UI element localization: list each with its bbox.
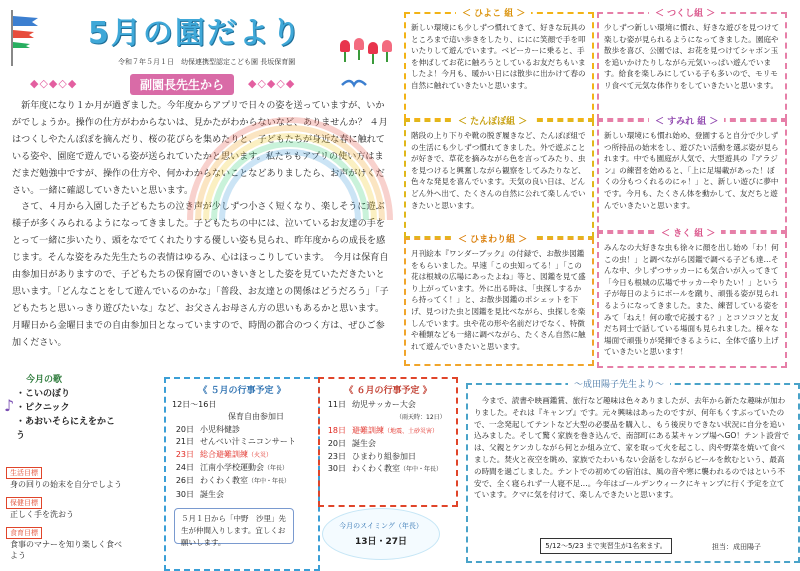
song-item-2: ・ピクニック [16, 403, 70, 413]
june-event-date: 30日 [327, 464, 346, 474]
monthly-song [6, 372, 116, 442]
teacher-column-text: 今まで、読書や映画鑑賞、旅行など趣味は色々ありましたが、去年から新たな趣味が加わりました。それは『キャンプ』です。元々興味はあったのですが、何年もくすぶっていたので、一念発起してテントなど大型の必要品を購入し、もう後戻りできない状況に自分を追い込みました。そして驚く家族を巻き込んで、南部町にある某キャンプ場へGO！テント設営では、父親とケンカしながら何とか組み立て、家を取って火を起こし、肉や野菜を焼いて食べました。焚火と夜空を眺め、家族でたわいもない会話をしながらビールを飲むという、最高の時間を過ごしました。テントでの初めての宿泊は、風の音や寒に襲われるのではという不安で、全く寝られず一人寝不足…。今年はゴールデンウィークにキャンプに行く予定を立てています。クマに気を付けて、楽しんできたいと思います。 [474, 396, 790, 500]
class-text-tsukushi: 少しずつ新しい環境に慣れ、好きな遊びを見つけて楽しむ姿が見られるようになってきました。園庭や散歩を喜び、公園では、お花を見つけてシャボン玉を追いかけたりしながら元気いっぱい遊んでいます。給食を楽しみにしている子も多いので、モリモリ食べて元気な体作りをしていきたいと思います。 [604, 23, 780, 90]
date-line: 令和７年５月１日 幼保連携型認定こども園 長坂保育園 [118, 58, 296, 66]
may-event-date: 26日 [175, 476, 194, 486]
class-text-sumire: 新しい環境にも慣れ始め、登園すると自分で少しずつ所持品の始末をし、遊びたい活動を選ぶ姿が見られます。中でも園庭が人気で、大型遊具の『アラジン』の練習を始めると、「上に足場載があった！ぼくの分もつくれるのにゃ！」と、新しい遊びに夢中です。今月も、たくさん体を動かして、友だちと遊んでいきたいと思います。 [604, 131, 779, 210]
page-title: 5月の園だより [88, 16, 303, 51]
notice-text: ５月１日から「中野 沙里」先生が仲間入りします。宜しくお願いします。 [181, 514, 286, 547]
tulip-decoration-icon [338, 38, 398, 68]
may-event-name: 江南小学校運動会 [200, 463, 264, 473]
swimming-schedule [322, 508, 440, 560]
class-box-himawari [404, 235, 594, 366]
new-teacher-notice [174, 508, 294, 547]
author-credit: 担当：成田陽子 [712, 543, 761, 551]
principal-paragraph-2: さて、４月から入園した子どもたちの泣き声が少しずつ小さく短くなり、楽しそうに遊ぶ様子が多くみられるようになってきました。子どもたちの中には、泣いているお友達の手をとって一緒に歩いたり、頭をなでてくれたりする優しい姿も見られ、昨年度からの成長を感じます。そんな姿をみた先生たちの表情はゆるみ、心はほっこりしています。 今月は保育自由参加日がありますので、子どもたちの保育園でのいきいきとした姿を見ていただきたいと思います。「どんなことをして遊んでいるのかな」「普段、お友達との関係はどうだろう」「子どもたちと思いっきり遊びたいな」など、お父さんお母さん方の思いもあるかと思います。月曜日から金曜日までの自由参加日となっていますので、時間の都合のつく方は、ぜひご参加ください。 [12, 202, 389, 348]
trainee-notice: 5/12～5/23 まで実習生が1名来ます。 [540, 538, 672, 554]
june-events-box [318, 377, 458, 507]
may-event-date: 21日 [175, 437, 194, 447]
song-item-3: ・あおいそらにえをかこう [16, 417, 116, 441]
class-title-hiyoko: ＜ ひよこ 組 ＞ [456, 6, 531, 19]
may-event-date: 30日 [175, 489, 194, 499]
diamonds-right: ◆◇◆◇◆ [248, 77, 296, 90]
class-title-himawari: ＜ ひまわり組 ＞ [452, 232, 533, 245]
swim-dates: 13日・27日 [354, 537, 408, 547]
class-text-himawari: 月刊絵本『ワンダーブック』の付録で、お散歩図鑑をもらいました。早速「この虫知ってる！」「この花は根城の広場にあったよね」等と、図鑑を見て盛り上がっています。外に出る時は、「虫探しするから持ってく！」と、お散歩図鑑のポシェットを下げ、見つけた虫と図鑑を見比べながら、虫探しを楽しんでいます。虫や花の形や名前だけでなく、特徴や種類なども一緒に調べながら、たくさん自然に触れて遊んでいきたいと思います。 [411, 249, 586, 351]
principal-heading-label: 副園長先生から [130, 74, 234, 95]
june-event-note: （年中・年長） [400, 466, 443, 474]
june-event-date: 23日 [327, 451, 346, 461]
may-event-note: （年中・年長） [248, 478, 291, 486]
may-event-name: 総合避難訓練 [200, 449, 248, 459]
goal-tag-health: 保健目標 [6, 497, 42, 509]
may-event-note: （年長） [264, 465, 289, 473]
goal-tag-food: 食育目標 [6, 527, 42, 539]
may-event-row [172, 436, 296, 448]
may-event-name: せんべい汁ミニコンサート [200, 437, 296, 447]
june-event-row [324, 425, 446, 438]
may-event-row [172, 449, 296, 462]
decoration-carp-icon [6, 8, 46, 68]
rainbow-decoration-icon [180, 110, 400, 224]
may-event-date: 23日 [175, 449, 194, 459]
music-note-icon: ♪ [4, 396, 15, 415]
june-event-date: 18日 [327, 425, 346, 435]
class-text-tanpopo: 階段の上り下りや靴の脱ぎ履きなど、たんぽぽ組での生活にも少しずつ慣れてきました。外で遊ぶことが好きで、草花を摘みながら色を言ってみたり、虫を見つけると興奮しながら観察をしてみたりなど、色々な発見を喜んでいます。天気の良い日は、どんどん外へ出て、たくさんの自然に公れて楽しんでいきたいと思います。 [411, 131, 586, 210]
goal-text-health: 正しく手を洗おう [10, 510, 74, 519]
may-event-row [172, 489, 296, 501]
may-event-name: 小児科健診 [200, 424, 240, 434]
may-event-note: （火災） [248, 451, 273, 459]
class-title-sumire: ＜ すみれ 組 ＞ [649, 114, 724, 127]
may-event-date: 12日～16日 [172, 400, 217, 409]
june-event-name: （雨天時：12日） [396, 414, 446, 422]
class-box-tanpopo [404, 117, 594, 238]
diamonds-left: ◆◇◆◇◆ [30, 77, 78, 90]
june-event-name: 避難訓練 [352, 425, 384, 435]
june-event-name: 誕生会 [352, 439, 376, 449]
class-box-tsukushi [597, 9, 787, 120]
may-events-heading: 《 ５月の行事予定 》 [198, 386, 286, 396]
goal-tag-life: 生活目標 [6, 467, 42, 479]
june-event-name: ひまわり組参加日 [352, 451, 416, 461]
june-event-date: 20日 [327, 439, 346, 449]
goals-list [6, 460, 124, 561]
may-event-date: 24日 [175, 463, 194, 473]
may-event-row [172, 411, 296, 423]
swim-title: 今月のスイミング（年長） [339, 522, 423, 530]
june-events-heading: 《 ６月の行事予定 》 [344, 386, 432, 396]
may-event-row [172, 462, 296, 475]
bird-icon [340, 76, 368, 95]
class-text-hiyoko: 新しい環境にも少しずつ慣れてきて、好きな玩具のところまで這い歩きをしたり、ににに笑顔で手を叩いたりして遊んでいます。ベビーカーに乗ると、手を伸ばしてお花に触ろうとしているお友だちもいましたよ！今月も、暖かい日には散歩に出かけて春の自然に触れていきたいと思います。 [411, 23, 586, 90]
june-event-note: （地震、土砂災害） [384, 427, 439, 435]
may-event-name: 誕生会 [200, 489, 224, 499]
june-event-date: 11日 [327, 400, 346, 409]
teacher-column-title: ～成田陽子先生より～ [568, 377, 670, 390]
may-event-date: 20日 [175, 424, 194, 434]
song-item-1: ・こいのぼり [16, 389, 71, 399]
goal-text-life: 身の回りの始末を自分でしよう [10, 480, 122, 489]
goal-text-food: 食事のマナーを知り楽しく食べよう [10, 540, 122, 560]
may-event-row [172, 399, 296, 411]
may-event-row [172, 424, 296, 436]
class-title-tanpopo: ＜ たんぽぽ組 ＞ [452, 114, 533, 127]
may-event-name: わくわく教室 [200, 476, 248, 486]
class-title-tsukushi: ＜ つくし組 ＞ [649, 6, 721, 19]
june-event-row [324, 451, 446, 463]
principal-heading [28, 72, 368, 94]
class-box-kiku [597, 229, 787, 368]
class-box-sumire [597, 117, 787, 232]
june-event-row [324, 463, 446, 476]
teacher-column [466, 380, 800, 563]
june-event-name: わくわく教室 [352, 464, 400, 474]
class-text-kiku: みんなの大好きな虫も徐々に顔を出し始め「わ！何この虫！」と調べながら図鑑で調べる子ども達…そんな中、少しずつサッカーにも気合いが入ってきて「今日も根城の広場でサッカーやりたい！」という子が毎日のようにボールを蹴り、頑張る姿が見られるようになってきました。また、練習している姿をみて「ねえ！何の歌で応援する？」とコソコソと友だち同士で話している場面も見られました。様々な場面で頑張りが発揮できるように、全体で盛り上げていきたいと思います！ [604, 243, 779, 357]
may-event-name: 保育自由参加日 [228, 412, 284, 422]
june-event-row [324, 399, 446, 411]
song-heading: 今月の歌 [26, 375, 63, 385]
class-title-kiku: ＜ きく 組 ＞ [655, 226, 721, 239]
may-event-row [172, 475, 296, 488]
june-event-row [324, 411, 446, 424]
class-box-hiyoko [404, 9, 594, 120]
june-event-name: 幼児サッカー大会 [352, 400, 416, 409]
june-event-row [324, 438, 446, 450]
principal-paragraph-1: 新年度になり１か月が過ぎました。今年度からアプリで日々の姿を送っていますが、いかがでしょうか。操作の仕方がわからないは、見かたがわからないなど、ありませんか？ ４月はつくしやたんぽぽを摘んだり、桜の花びらを集めたりと、子どもたちが身近な春に触れている姿や、園庭で遊んでいる姿が送られていたかと思います。私たちもアプリの使い方はまだまだ勉強中ですが、操作の仕方や、何かわからないことなどありましたら、お声がけください。一緒に確認していきたいと思います。 [12, 101, 388, 196]
